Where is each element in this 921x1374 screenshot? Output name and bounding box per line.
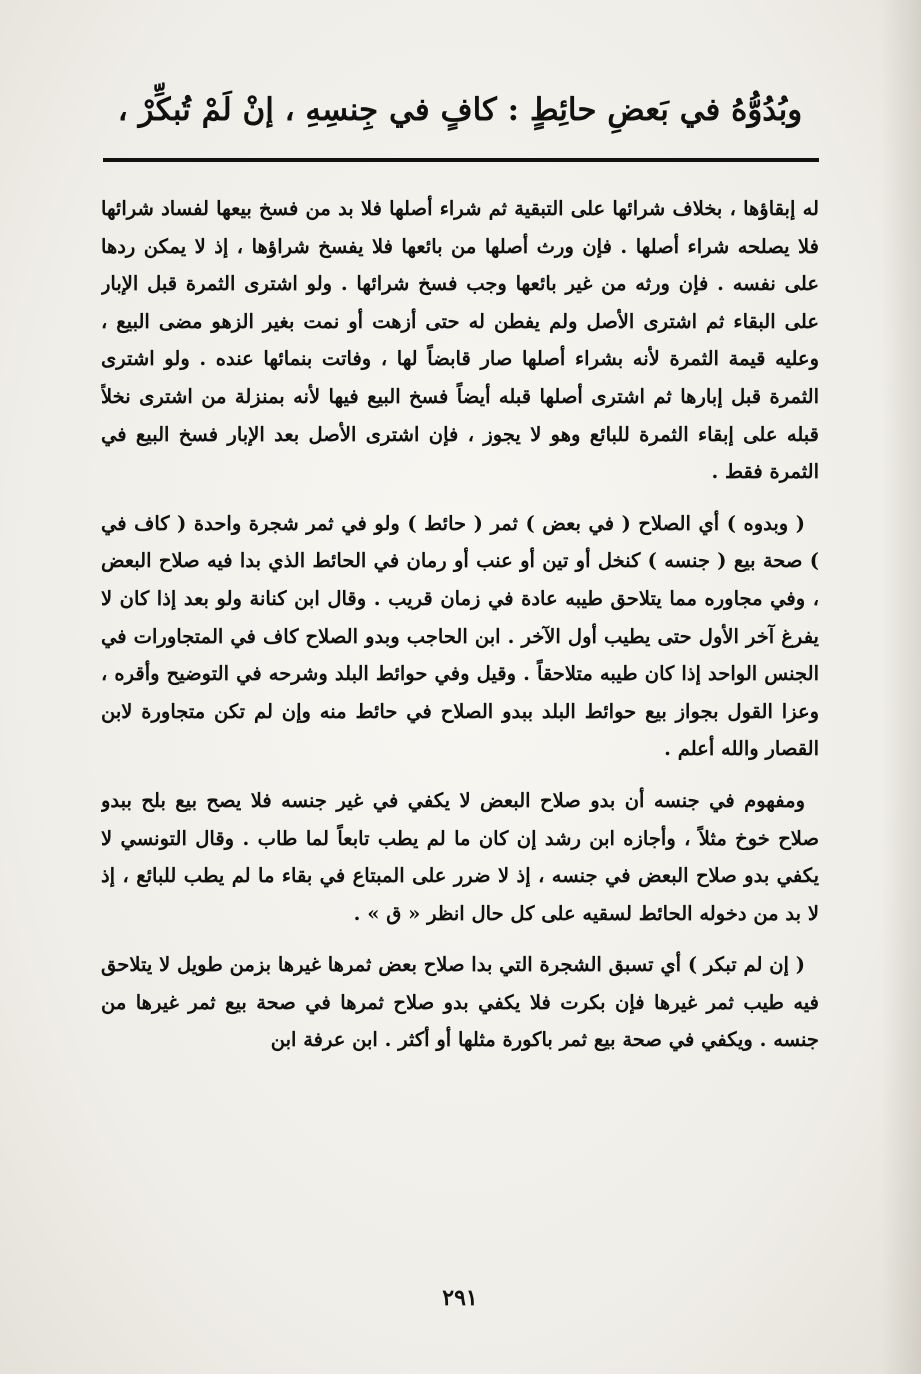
page-number: ٢٩١ — [442, 1285, 478, 1311]
page-edge-shadow — [881, 0, 921, 1374]
commentary-body — [101, 190, 819, 1270]
header-divider-line — [103, 158, 819, 162]
page-header-verse: وبُدُوُّهُ في بَعضِ حائِطٍ : كافٍ في جِنسِهِ ، إنْ لَمْ تُبكِّرْ ، — [117, 92, 803, 128]
paragraph-1: له إبقاؤها ، بخلاف شرائها على التبقية ثم شراء أصلها فلا بد من فسخ بيعها لفساد شرائها فلا يصلحه شراء أصلها . فإن ورث أصلها من بائعها فلا يفسخ شراؤها ، إذ لا يمكن ردها على نفسه . فإن ورثه من غير بائعها وجب فسخ شرائها . ولو اشترى الثمرة قبل الإبار على البقاء ثم اشترى الأصل ولم يفطن له حتى أزهت أو نمت بغير الزهو مضى البيع ، وعليه قيمة الثمرة لأنه بشراء أصلها صار قابضاً لها ، وفاتت بنمائها عنده . ولو اشترى الثمرة قبل إبارها ثم اشترى أصلها قبله أيضاً فسخ البيع فيها لأنه بمنزلة من اشترى نخلاً قبله على إبقاء الثمرة للبائع وهو لا يجوز ، فإن اشترى الأصل بعد الإبار فسخ البيع في الثمرة فقط . — [101, 197, 819, 484]
paragraph-3: ومفهوم في جنسه أن بدو صلاح البعض لا يكفي في غير جنسه فلا يصح بيع بلح ببدو صلاح خوخ مثلاً ، وأجازه ابن رشد إن كان ما لم يطب تابعاً لما طاب . وقال التونسي لا يكفي بدو صلاح البعض في جنسه ، إذ لا ضرر على المبتاع في بقاء ما لم يطب للبائع ، إذ لا بد من دخوله الحائط لسقيه على كل حال انظر « ق » . — [101, 788, 819, 925]
paragraph-2: ( وبدوه ) أي الصلاح ( في بعض ) ثمر ( حائط ) ولو في ثمر شجرة واحدة ( كاف في ) صحة بيع ( جنسه ) كنخل أو تين أو عنب أو رمان في الحائط الذي بدا فيه صلاح البعض ، وفي مجاوره مما يتلاحق طيبه عادة في زمان قريب . وقال ابن كنانة ولو بعد إذا كان لا يفرغ آخر الأول حتى يطيب أول الآخر . ابن الحاجب وبدو الصلاح كاف في المتجاورات في الجنس الواحد إذا كان طيبه متلاحقاً . وقيل وفي حوائط البلد وشرحه في التوضيح وأقره ، وعزا القول بجواز بيع حوائط البلد ببدو الصلاح في حائط منه وإن لم تكن متجاورة لابن القصار والله أعلم . — [101, 511, 819, 761]
paragraph-4: ( إن لم تبكر ) أي تسبق الشجرة التي بدا صلاح بعض ثمرها غيرها بزمن طويل لا يتلاحق فيه طيب ثمر غيرها فإن بكرت فلا يكفي بدو صلاح ثمرها في صحة بيع ثمر غيرها من جنسه . ويكفي في صحة بيع ثمر باكورة مثلها أو أكثر . ابن عرفة ابن — [101, 953, 819, 1052]
